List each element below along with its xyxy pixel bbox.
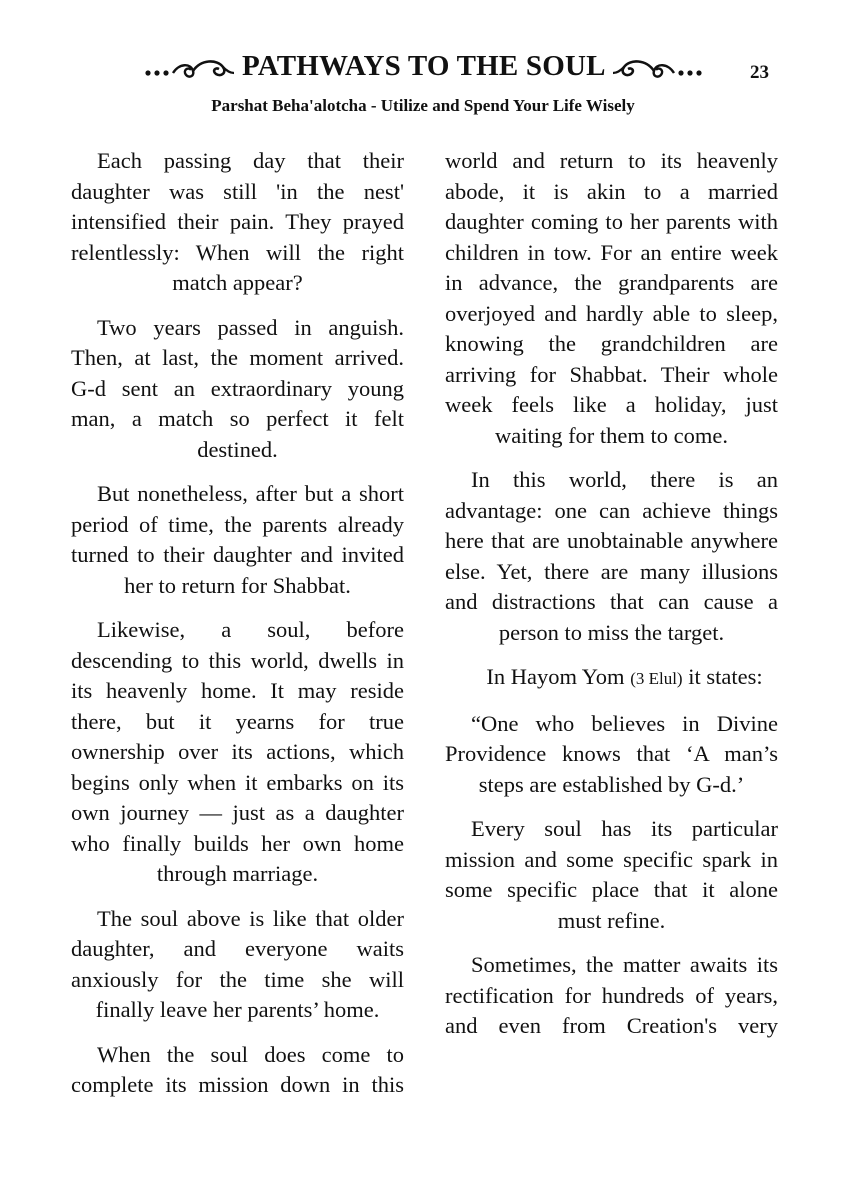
left-flourish-icon xyxy=(143,55,235,81)
paragraph-hayom-yom xyxy=(445,662,778,695)
paragraph: The soul above is like that older daughter, and everyone waits anxiously for the time she will finally leave her parents’ home. xyxy=(71,905,404,1022)
left-text-column xyxy=(71,146,404,1101)
paragraph-text: In Hayom Yom xyxy=(486,664,625,689)
paragraph: In this world, there is an advantage: one can achieve things here that are unobtainable anywhere else. Yet, there are many illusions and distractions that can cause a person to miss the target. xyxy=(445,467,778,645)
paragraph: Sometimes, the matter awaits its rectification for hundreds of years, and even from Creation's very xyxy=(445,952,778,1038)
chapter-subtitle: Parshat Beha'alotcha - Utilize and Spend Your Life Wisely xyxy=(211,96,635,115)
paragraph: Every soul has its particular mission and some specific spark in some specific place that it alone must refine. xyxy=(445,816,778,933)
paragraph: world and return to its heavenly abode, it is akin to a married daughter coming to her parents with children in tow. For an entire week in advance, the grandparents are overjoyed and hardly able to sleep, knowing the grandchildren are arriving for Shabbat. Their whole week feels like a holiday, just waiting for them to come. xyxy=(445,148,778,448)
right-text-column xyxy=(445,146,778,1042)
paragraph: But nonetheless, after but a short period of time, the parents already turned to their daughter and invited her to return for Shabbat. xyxy=(71,481,404,598)
paragraph-text: it states: xyxy=(688,664,763,689)
source-reference: (3 Elul) xyxy=(630,669,683,688)
running-title-text: PATHWAYS TO THE SOUL xyxy=(241,50,605,82)
paragraph: Likewise, a soul, before descending to this world, dwells in its heavenly home. It may reside there, but it yearns for true ownership over its actions, which begins only when it embarks on its own journey — just as a daughter who finally builds her own home through marriage. xyxy=(71,617,404,886)
page-number: 23 xyxy=(750,62,769,83)
paragraph: Two years passed in anguish. Then, at last, the moment arrived. G-d sent an extraordinary young man, a match so perfect it felt destined. xyxy=(71,314,404,462)
running-title xyxy=(128,50,718,83)
page-header xyxy=(0,50,846,90)
paragraph: When the soul does come to complete its mission down in this xyxy=(71,1041,404,1097)
right-flourish-icon xyxy=(612,55,704,81)
quotation: “One who believes in Divine Providence knows that ‘A man’s steps are established by G-d.’ xyxy=(445,710,778,797)
paragraph: Each passing day that their daughter was still 'in the nest' intensified their pain. They prayed relentlessly: When will the right match appear? xyxy=(71,148,404,295)
